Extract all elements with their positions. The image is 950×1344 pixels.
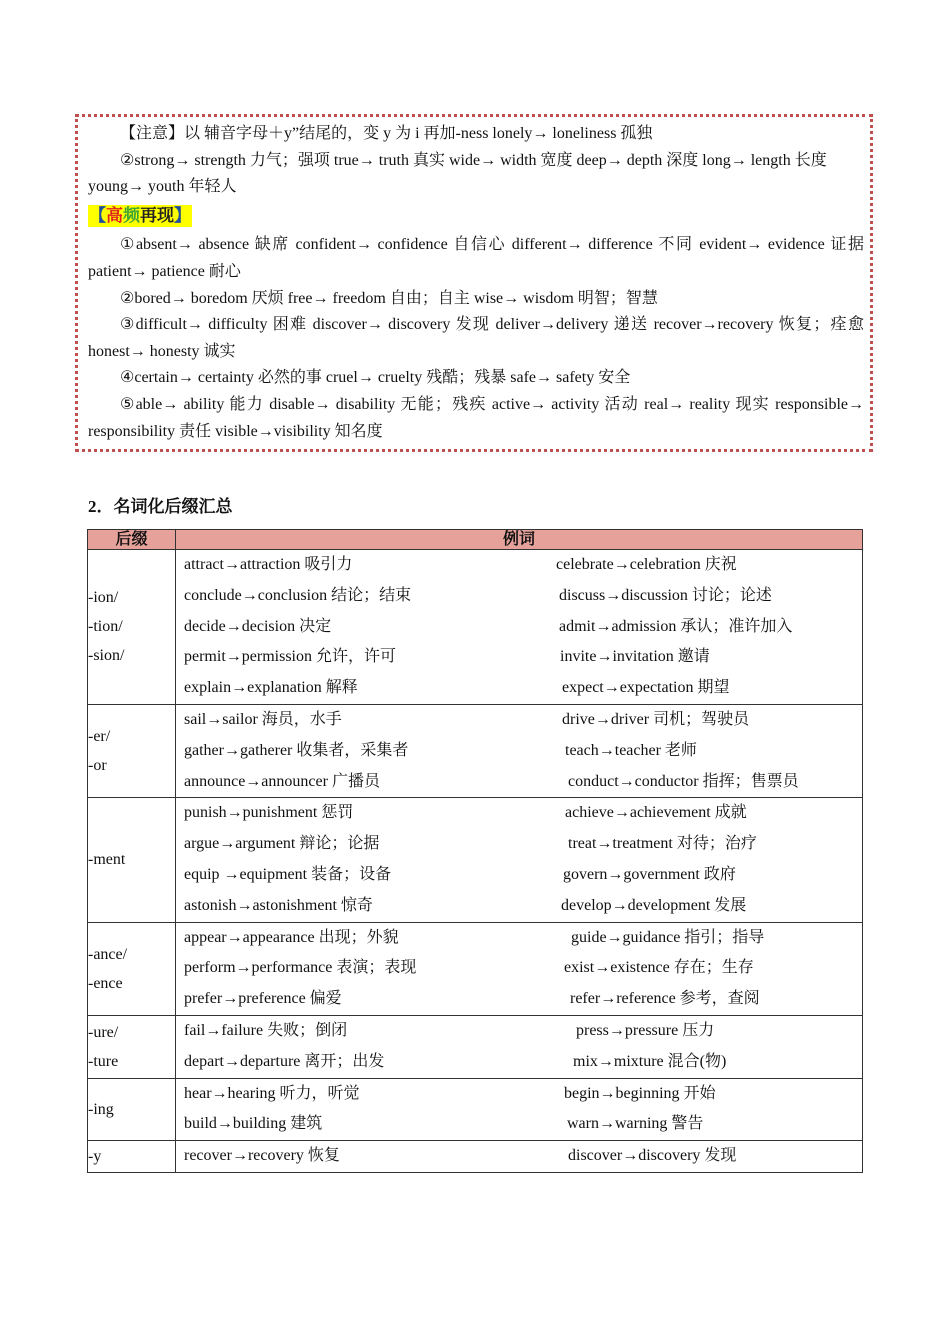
suffix-label: -ing (88, 1100, 114, 1118)
example-left: recover→recovery 恢复 (184, 1147, 340, 1165)
example-row (176, 891, 862, 922)
badge-char-3: 再现 (140, 205, 174, 225)
example-right: refer→reference 参考，查阅 (570, 990, 760, 1008)
example-row (176, 550, 862, 581)
example-row (176, 798, 862, 829)
example-right: guide→guidance 指引；指导 (571, 928, 765, 946)
item-5: ⑤able→ ability 能力 disable→ disability 无能；残疾 active→ activity 活动 real→ reality 现实 responsible→ responsibility 责任 visible→visibility 知名度 (88, 395, 864, 440)
header-suffix: 后缀 (88, 530, 176, 550)
table-row (88, 704, 863, 797)
suffix-cell (88, 1015, 176, 1078)
example-row (176, 1109, 862, 1140)
example-left: build→building 建筑 (184, 1115, 323, 1133)
table-row (88, 798, 863, 922)
highlight-badge (88, 205, 192, 227)
suffix-label: -ure/ (88, 1023, 119, 1041)
example-left: appear→appearance 出现；外貌 (184, 928, 399, 946)
item-2: ②bored→ boredom 厌烦 free→ freedom 自由；自主 wise→ wisdom 明智；智慧 (120, 289, 658, 307)
example-right: exist→existence 存在；生存 (564, 959, 754, 977)
suffix-cell (88, 1141, 176, 1173)
example-right: teach→teacher 老师 (565, 741, 697, 759)
example-right: press→pressure 压力 (576, 1021, 715, 1039)
table-row (88, 1015, 863, 1078)
example-left: permit→permission 允许，许可 (184, 648, 396, 666)
suffix-label: -ance/ (88, 945, 128, 963)
note-line: 【注意】以 辅音字母＋y”结尾的，变 y 为 i 再加-ness lonely→ loneliness 孤独 (120, 125, 653, 142)
suffix-label: -ence (88, 974, 123, 992)
item-1: ①absent→ absence 缺席 confident→ confidence 自信心 different→ difference 不同 evident→ evidence 证据 patient→ patience 耐心 (88, 236, 864, 280)
example-left: gather→gatherer 收集者，采集者 (184, 741, 409, 759)
example-row (176, 923, 862, 954)
example-right: discuss→discussion 讨论；论述 (559, 586, 772, 604)
badge-open: 【 (89, 205, 106, 225)
strong-line-1: ②strong→ strength 力气；强项 true→ truth 真实 wide→ width 宽度 deep→ depth 深度 long→ length 长度 (120, 151, 827, 169)
example-left: depart→departure 离开；出发 (184, 1052, 385, 1070)
example-right: warn→warning 警告 (567, 1115, 704, 1133)
examples-cell (176, 1015, 863, 1078)
example-row (176, 673, 862, 704)
example-row (176, 612, 862, 643)
table-row (88, 1141, 863, 1173)
examples-cell (176, 704, 863, 797)
suffix-cell (88, 550, 176, 705)
suffix-table (87, 529, 863, 1173)
examples-cell (176, 922, 863, 1015)
suffix-label: -y (88, 1148, 102, 1166)
example-right: admit→admission 承认；准许加入 (559, 617, 793, 635)
suffix-cell (88, 704, 176, 797)
example-right: begin→beginning 开始 (564, 1084, 716, 1102)
example-left: fail→failure 失败；倒闭 (184, 1021, 348, 1039)
example-right: govern→government 政府 (563, 865, 736, 883)
example-right: invite→invitation 邀请 (560, 648, 710, 666)
section-title: 2．名词化后缀汇总 (88, 497, 233, 516)
item-4: ④certain→ certainty 必然的事 cruel→ cruelty 残酷；残暴 safe→ safety 安全 (120, 369, 631, 387)
example-row (176, 705, 862, 736)
example-row (176, 767, 862, 798)
example-right: discover→discovery 发现 (568, 1147, 737, 1165)
badge-char-1: 高 (106, 205, 123, 225)
header-examples: 例词 (176, 530, 863, 550)
example-row (176, 581, 862, 612)
example-row (176, 1016, 862, 1047)
example-right: achieve→achievement 成就 (565, 804, 747, 822)
example-row (176, 860, 862, 891)
suffix-cell (88, 798, 176, 922)
example-left: equip →equipment 装备；设备 (184, 865, 392, 883)
example-left: argue→argument 辩论；论据 (184, 835, 380, 853)
example-right: treat→treatment 对待；治疗 (568, 835, 757, 853)
example-left: conclude→conclusion 结论；结束 (184, 586, 412, 604)
note-box-content (88, 121, 864, 445)
example-left: explain→explanation 解释 (184, 679, 358, 697)
suffix-label: -er/ (88, 728, 111, 746)
table-header-row (88, 530, 863, 550)
example-row (176, 984, 862, 1015)
badge-line (88, 204, 864, 231)
badge-close: 】 (174, 205, 191, 225)
example-row (176, 1079, 862, 1110)
example-right: develop→development 发展 (561, 896, 747, 914)
example-left: sail→sailor 海员，水手 (184, 710, 342, 728)
table-row (88, 922, 863, 1015)
example-row (176, 829, 862, 860)
examples-cell (176, 1141, 863, 1173)
example-row (176, 642, 862, 673)
example-right: drive→driver 司机；驾驶员 (562, 710, 750, 728)
example-right: celebrate→celebration 庆祝 (556, 556, 737, 573)
item-3: ③difficult→ difficulty 困难 discover→ discovery 发现 deliver→delivery 递送 recover→recovery 恢复；痊愈 honest→ honesty 诚实 (88, 316, 864, 360)
table-row (88, 1078, 863, 1141)
example-left: astonish→astonishment 惊奇 (184, 896, 373, 914)
strong-line (88, 148, 864, 201)
example-left: prefer→preference 偏爱 (184, 990, 342, 1008)
suffix-label: -ion/ (88, 589, 119, 607)
example-row (176, 1141, 862, 1172)
example-row (176, 953, 862, 984)
suffix-cell (88, 1078, 176, 1141)
example-left: perform→performance 表演；表现 (184, 959, 417, 977)
example-left: hear→hearing 听力，听觉 (184, 1084, 360, 1102)
example-row (176, 736, 862, 767)
strong-line-2: young→ youth 年轻人 (88, 178, 237, 196)
examples-cell (176, 798, 863, 922)
suffix-label: -tion/ (88, 618, 123, 636)
example-left: attract→attraction 吸引力 (184, 556, 353, 573)
example-left: announce→announcer 广播员 (184, 772, 380, 790)
example-row (176, 1047, 862, 1078)
suffix-label: -or (88, 757, 107, 775)
suffix-label: -ture (88, 1052, 119, 1070)
badge-char-2: 频 (123, 205, 140, 225)
examples-cell (176, 1078, 863, 1141)
example-right: mix→mixture 混合(物) (573, 1052, 727, 1070)
suffix-label: -sion/ (88, 647, 125, 665)
example-right: conduct→conductor 指挥；售票员 (568, 772, 799, 790)
table-row (88, 550, 863, 705)
note-box (75, 114, 873, 452)
suffix-cell (88, 922, 176, 1015)
suffix-label: -ment (88, 851, 126, 869)
example-right: expect→expectation 期望 (562, 679, 730, 697)
examples-cell (176, 550, 863, 705)
example-left: decide→decision 决定 (184, 617, 332, 635)
example-left: punish→punishment 惩罚 (184, 804, 354, 822)
